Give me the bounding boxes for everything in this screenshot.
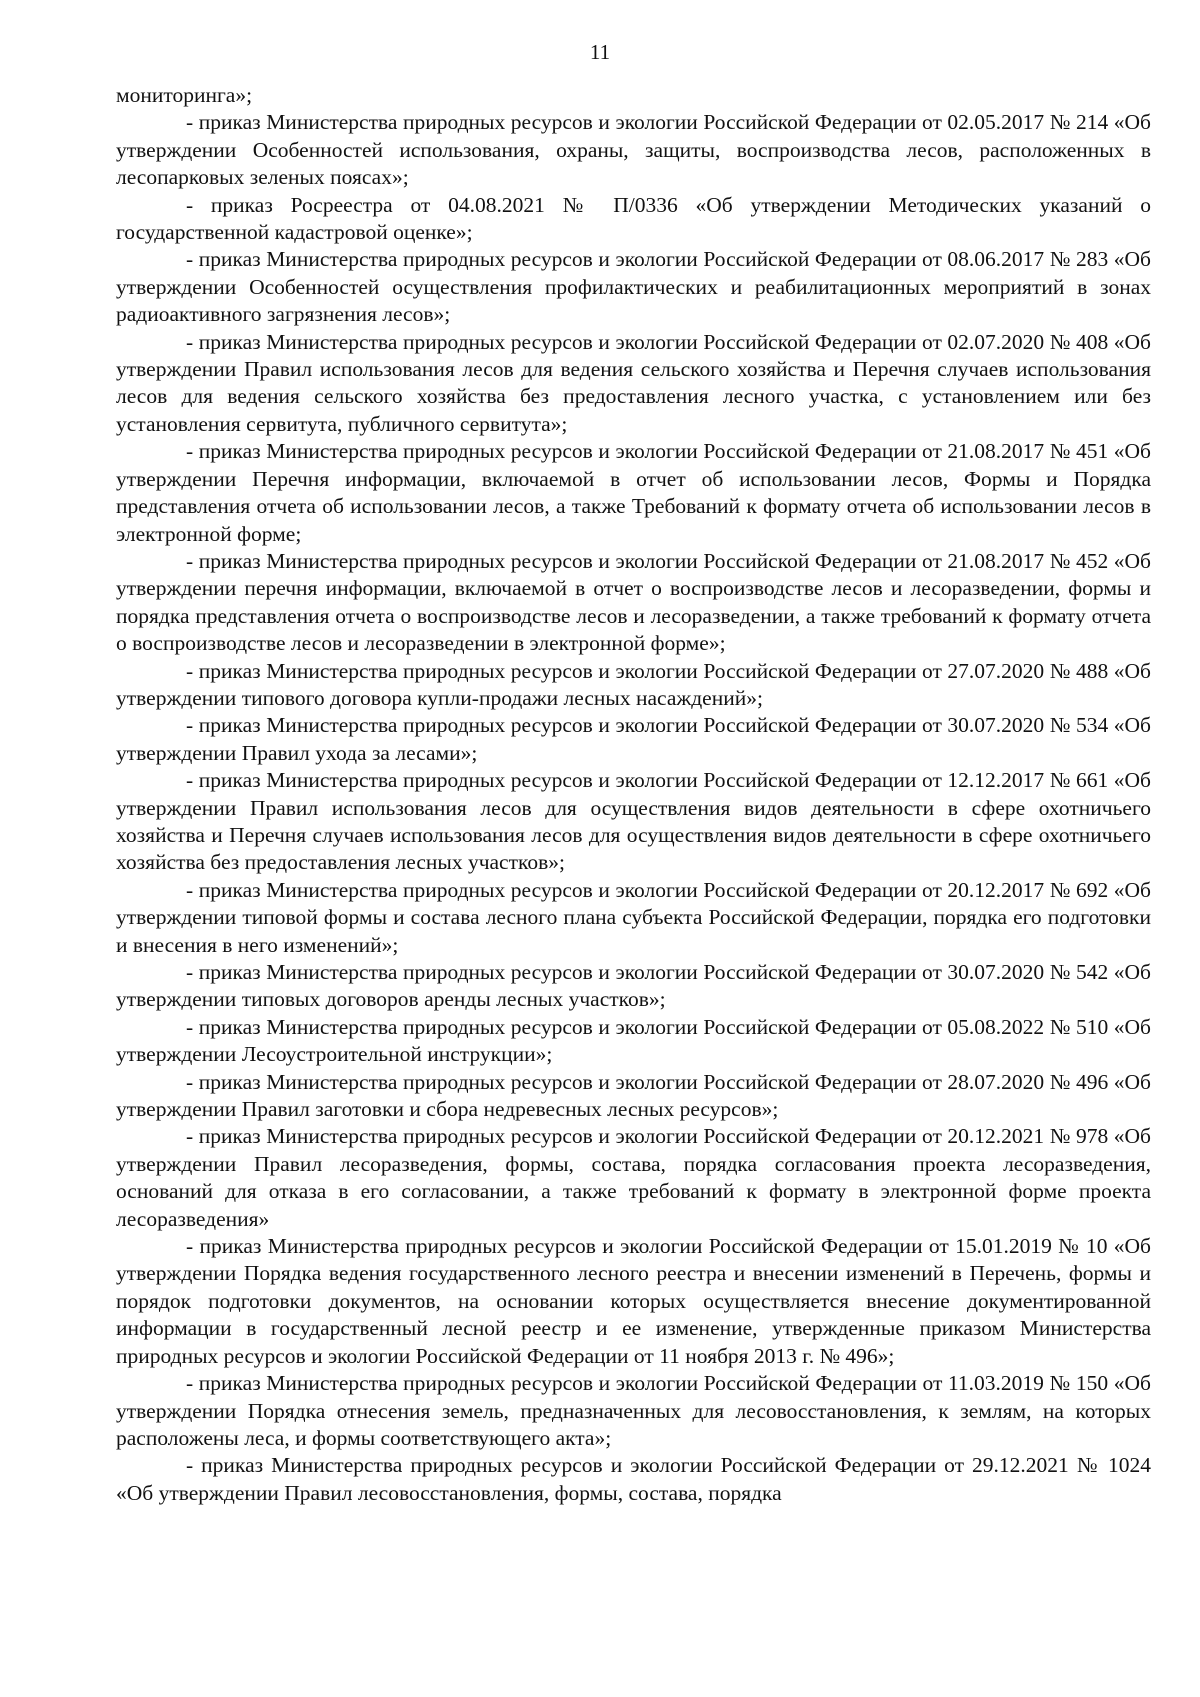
paragraph-order-214: - приказ Министерства природных ресурсов и экологии Российской Федерации от 02.05.2017 № 214 «Об утверждении Особенностей использования, охраны, защиты, воспроизводства лесов, расположенных в лесопарковых зеленых поясах»; — [116, 110, 1151, 190]
paragraph-order-534: - приказ Министерства природных ресурсов и экологии Российской Федерации от 30.07.2020 № 534 «Об утверждении Правил ухода за лесами»; — [116, 713, 1151, 765]
document-body — [116, 82, 1151, 1507]
paragraph-order-10: - приказ Министерства природных ресурсов и экологии Российской Федерации от 15.01.2019 № 10 «Об утверждении Порядка ведения государственного лесного реестра и внесении изменений в Перечень, формы и порядок подготовки документов, на основании которых осуществляется внесение документированной информации в государственный лесной реестр и ее изменение, утвержденные приказом Министерства природных ресурсов и экологии Российской Федерации от 11 ноября 2013 г. № 496»; — [116, 1234, 1151, 1368]
paragraph-order-542: - приказ Министерства природных ресурсов и экологии Российской Федерации от 30.07.2020 № 542 «Об утверждении типовых договоров аренды лесных участков»; — [116, 960, 1151, 1012]
paragraph-continuation: мониторинга»; — [116, 83, 253, 107]
paragraph-order-1024: - приказ Министерства природных ресурсов и экологии Российской Федерации от 29.12.2021 № 1024 «Об утверждении Правил лесовосстановления, формы, состава, порядка — [116, 1453, 1151, 1505]
paragraph-order-408: - приказ Министерства природных ресурсов и экологии Российской Федерации от 02.07.2020 № 408 «Об утверждении Правил использования лесов для ведения сельского хозяйства и Перечня случаев использования лесов для ведения сельского хозяйства без предоставления лесного участка, с установлением или без установления сервитута, публичного сервитута»; — [116, 329, 1151, 436]
page-number: 11 — [589, 40, 611, 64]
paragraph-order-452: - приказ Министерства природных ресурсов и экологии Российской Федерации от 21.08.2017 № 452 «Об утверждении перечня информации, включаемой в отчет о воспроизводстве лесов и лесоразведении, формы и порядка представления отчета о воспроизводстве лесов и лесоразведении, а также требований к формату отчета о воспроизводстве лесов и лесоразведении в электронной форме»; — [116, 548, 1151, 656]
paragraph-order-978: - приказ Министерства природных ресурсов и экологии Российской Федерации от 20.12.2021 № 978 «Об утверждении Правил лесоразведения, формы, состава, порядка согласования проекта лесоразведения, оснований для отказа в его согласовании, а также требований к формату в электронной форме проекта лесоразведения» — [116, 1124, 1151, 1231]
paragraph-order-661: - приказ Министерства природных ресурсов и экологии Российской Федерации от 12.12.2017 № 661 «Об утверждении Правил использования лесов для осуществления видов деятельности в сфере охотничьего хозяйства и Перечня случаев использования лесов для осуществления видов деятельности в сфере охотничьего хозяйства без предоставления лесных участков»; — [116, 768, 1151, 875]
paragraph-order-150: - приказ Министерства природных ресурсов и экологии Российской Федерации от 11.03.2019 № 150 «Об утверждении Порядка отнесения земель, предназначенных для лесовосстановления, к землям, на которых расположены леса, и формы соответствующего акта»; — [116, 1371, 1151, 1450]
paragraph-order-p0336: - приказ Росреестра от 04.08.2021 № П/0336 «Об утверждении Методических указаний о государственной кадастровой оценке»; — [116, 192, 1151, 245]
paragraph-order-510: - приказ Министерства природных ресурсов и экологии Российской Федерации от 05.08.2022 № 510 «Об утверждении Лесоустроительной инструкции»; — [116, 1014, 1151, 1067]
paragraph-order-488: - приказ Министерства природных ресурсов и экологии Российской Федерации от 27.07.2020 № 488 «Об утверждении типового договора купли-продажи лесных насаждений»; — [116, 658, 1151, 710]
paragraph-order-692: - приказ Министерства природных ресурсов и экологии Российской Федерации от 20.12.2017 № 692 «Об утверждении типовой формы и состава лесного плана субъекта Российской Федерации, порядка его подготовки и внесения в него изменений»; — [116, 877, 1151, 957]
paragraph-order-451: - приказ Министерства природных ресурсов и экологии Российской Федерации от 21.08.2017 № 451 «Об утверждении Перечня информации, включаемой в отчет об использовании лесов, Формы и Порядка представления отчета об использовании лесов, а также Требований к формату отчета об использовании лесов в электронной форме; — [116, 439, 1151, 546]
paragraph-order-283: - приказ Министерства природных ресурсов и экологии Российской Федерации от 08.06.2017 № 283 «Об утверждении Особенностей осуществления профилактических и реабилитационных мероприятий в зонах радиоактивного загрязнения лесов»; — [116, 247, 1151, 327]
paragraph-order-496: - приказ Министерства природных ресурсов и экологии Российской Федерации от 28.07.2020 № 496 «Об утверждении Правил заготовки и сбора недревесных лесных ресурсов»; — [116, 1069, 1151, 1122]
